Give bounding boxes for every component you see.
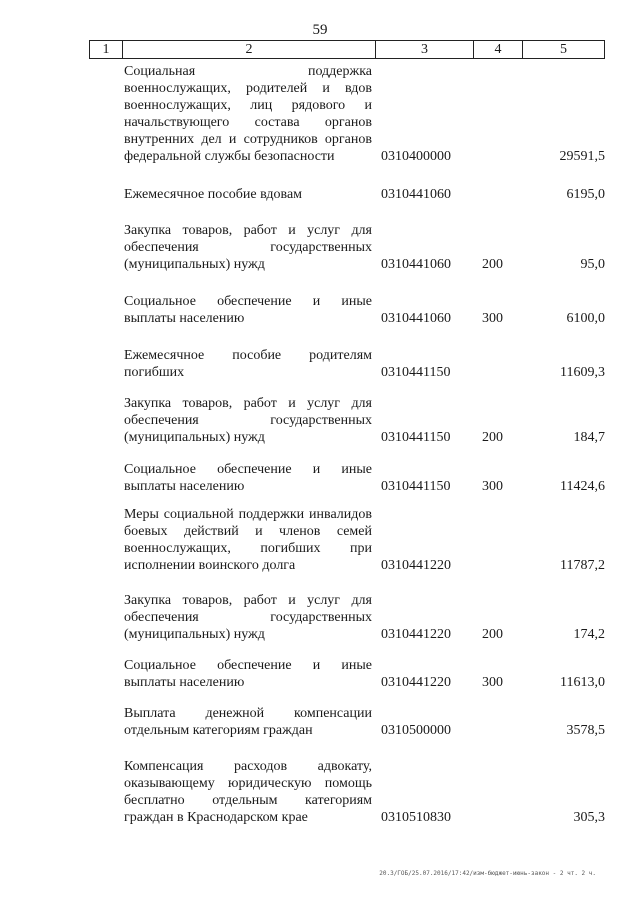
row-name: Социальное обеспечение и иные выплаты населению <box>124 294 372 326</box>
row-code: 0310441220 <box>381 675 451 690</box>
row-amount: 174,2 <box>573 627 605 642</box>
row-code: 0310441150 <box>381 479 451 494</box>
row-amount: 305,3 <box>573 810 605 825</box>
row-type: 300 <box>482 675 503 690</box>
table-header <box>89 40 605 59</box>
row-code: 0310441220 <box>381 627 451 642</box>
header-col-4: 4 <box>474 41 523 58</box>
row-type: 300 <box>482 479 503 494</box>
document-footer: 20.3/ГОБ/25.07.2016/17:42/изм-бюджет-июнь-закон - 2 чт. 2 ч. <box>379 870 596 877</box>
row-name: Социальное обеспечение и иные выплаты населению <box>124 462 372 494</box>
row-amount: 6195,0 <box>566 187 605 202</box>
row-amount: 3578,5 <box>566 723 605 738</box>
row-name: Ежемесячное пособие вдовам <box>124 187 303 202</box>
table-row <box>124 506 605 574</box>
row-name: Выплата денежной компенсации отдельным категориям граждан <box>124 706 372 738</box>
row-name: Меры социальной поддержки инвалидов боевых действий и членов семей военнослужащих, погибших при исполнении воинского долга <box>124 507 372 573</box>
table-row <box>124 395 605 446</box>
row-type: 200 <box>482 257 503 272</box>
row-amount: 6100,0 <box>566 311 605 326</box>
row-type: 200 <box>482 430 503 445</box>
row-amount: 29591,5 <box>559 149 605 164</box>
row-type: 300 <box>482 311 503 326</box>
row-type: 200 <box>482 627 503 642</box>
header-col-3: 3 <box>376 41 474 58</box>
row-amount: 11424,6 <box>560 479 605 494</box>
table-row <box>124 347 605 381</box>
table-row <box>124 592 605 643</box>
header-col-5: 5 <box>560 42 567 57</box>
table-row <box>124 293 605 327</box>
row-code: 0310400000 <box>381 149 451 164</box>
row-code: 0310441150 <box>381 365 451 380</box>
table-row <box>124 222 605 273</box>
row-name: Закупка товаров, работ и услуг для обеспечения государственных (муниципальных) нужд <box>124 223 372 272</box>
row-code: 0310510830 <box>381 810 451 825</box>
row-name: Закупка товаров, работ и услуг для обеспечения государственных (муниципальных) нужд <box>124 593 372 642</box>
table-row <box>124 63 605 165</box>
header-col-2: 2 <box>123 41 376 58</box>
table-row <box>124 657 605 691</box>
header-col-1: 1 <box>90 41 123 58</box>
row-code: 0310441060 <box>381 311 451 326</box>
row-code: 0310441220 <box>381 558 451 573</box>
row-amount: 184,7 <box>573 430 605 445</box>
row-code: 0310441060 <box>381 257 451 272</box>
row-amount: 95,0 <box>580 257 605 272</box>
table-row <box>124 461 605 495</box>
row-amount: 11787,2 <box>560 558 605 573</box>
page-number: 59 <box>312 22 328 38</box>
row-name: Закупка товаров, работ и услуг для обеспечения государственных (муниципальных) нужд <box>124 396 372 445</box>
row-code: 0310441060 <box>381 187 451 202</box>
table-row <box>124 186 605 203</box>
table-row <box>124 705 605 739</box>
row-name: Социальная поддержка военнослужащих, родителей и вдов военнослужащих, лиц рядового и начальствующего состава органов внутренних дел и сотрудников органов федеральной службы безопасности <box>124 64 372 164</box>
row-name: Социальное обеспечение и иные выплаты населению <box>124 658 372 690</box>
row-code: 0310500000 <box>381 723 451 738</box>
table-row <box>124 758 605 826</box>
row-amount: 11613,0 <box>560 675 605 690</box>
row-name: Ежемесячное пособие родителям погибших <box>124 348 372 380</box>
row-name: Компенсация расходов адвокату, оказывающему юридическую помощь бесплатно отдельным категориям граждан в Краснодарском крае <box>124 759 372 825</box>
row-code: 0310441150 <box>381 430 451 445</box>
row-amount: 11609,3 <box>560 365 605 380</box>
